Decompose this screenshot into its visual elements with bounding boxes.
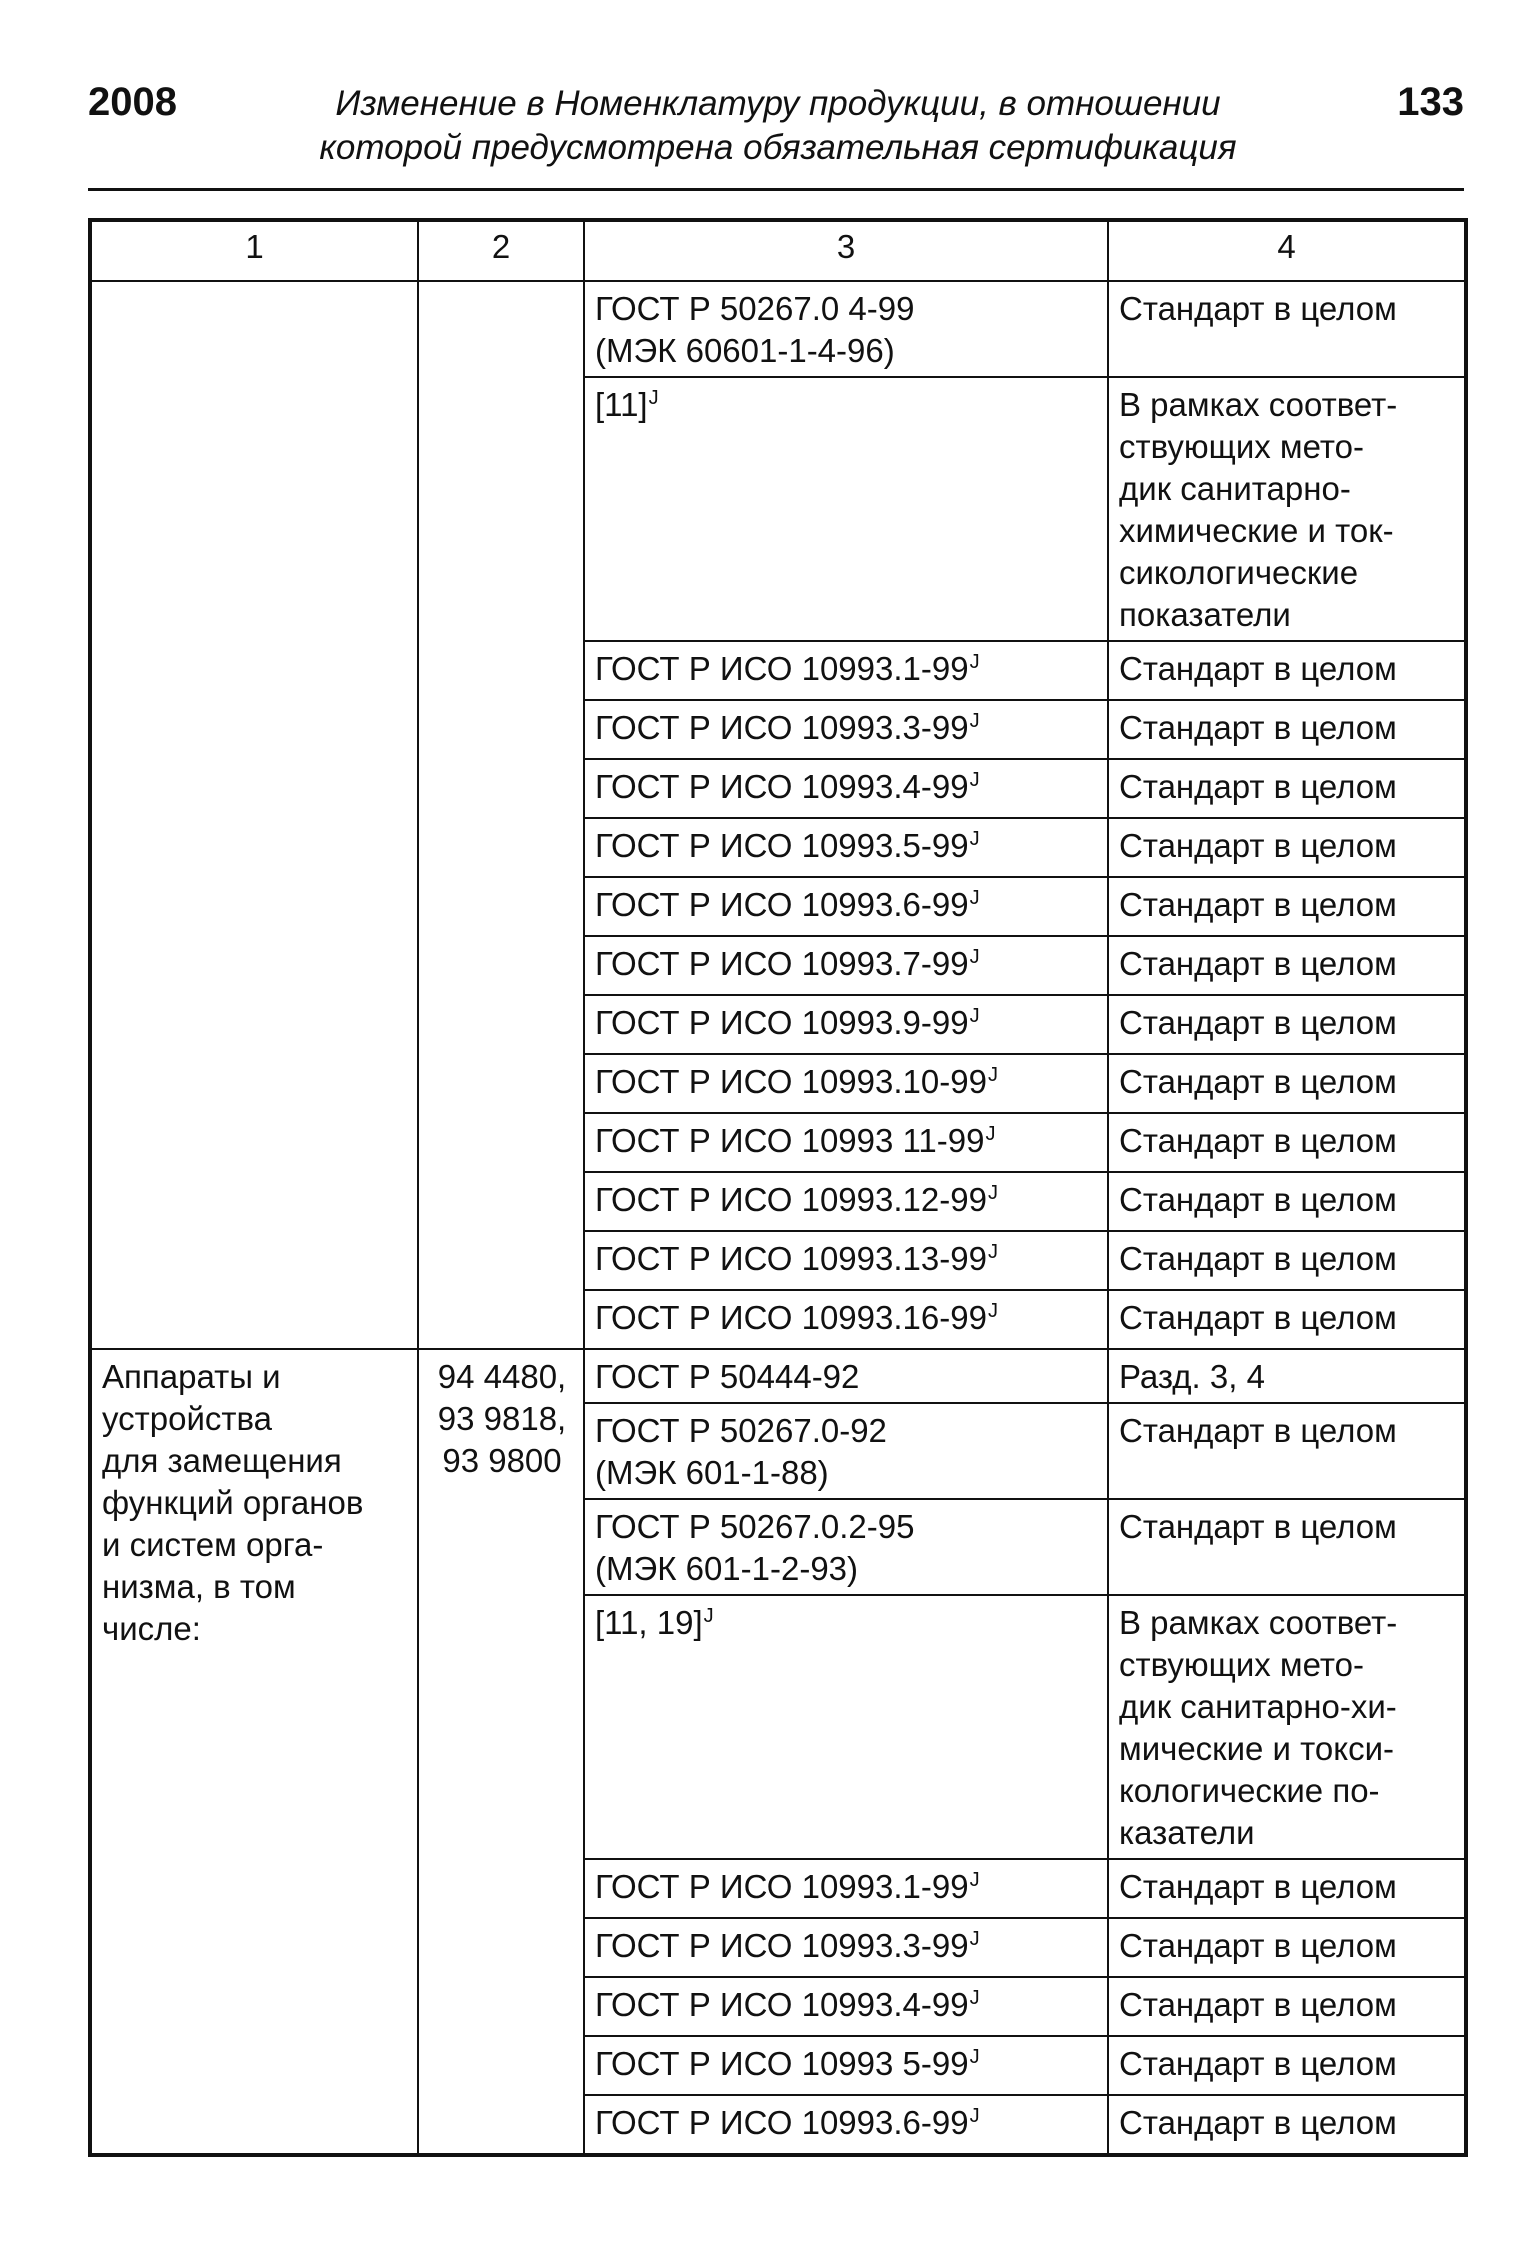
requirement-scope-line: Стандарт в целом xyxy=(1119,1986,1397,2023)
standard-document-cell xyxy=(584,1172,1108,1231)
standard-document-line xyxy=(595,1866,1099,1913)
requirement-scope-cell xyxy=(1108,1499,1466,1595)
standard-document-text: [11] xyxy=(595,386,648,423)
standard-document-line xyxy=(595,1238,1099,1285)
standard-document-text: ГОСТ Р ИСО 10993.9-99 xyxy=(595,1004,969,1041)
product-name-line: устройства xyxy=(102,1400,273,1437)
running-header xyxy=(88,80,1464,190)
column-number: 2 xyxy=(418,220,584,281)
header-title xyxy=(248,82,1308,170)
standard-document-line xyxy=(595,1061,1099,1108)
requirement-scope-cell xyxy=(1108,2095,1466,2155)
product-name-line: и систем орга- xyxy=(102,1526,324,1563)
standard-document-cell xyxy=(584,281,1108,377)
requirement-scope-line: Стандарт в целом xyxy=(1119,827,1397,864)
standard-document-text: ГОСТ Р ИСО 10993.16-99 xyxy=(595,1299,987,1336)
footnote-mark: J xyxy=(969,1987,980,2009)
requirement-scope-cell xyxy=(1108,1113,1466,1172)
standard-document-line xyxy=(595,1410,1099,1452)
standard-document-cell xyxy=(584,377,1108,641)
requirement-scope-cell xyxy=(1108,1290,1466,1349)
requirement-scope-cell xyxy=(1108,1349,1466,1403)
standard-document-line xyxy=(595,330,1099,372)
requirement-scope-line: сикологические xyxy=(1119,554,1359,591)
certification-table xyxy=(88,218,1468,2157)
requirement-scope-line: ствующих мето- xyxy=(1119,428,1364,465)
requirement-scope-cell xyxy=(1108,877,1466,936)
standard-document-line xyxy=(595,1297,1099,1344)
requirement-scope-line: Стандарт в целом xyxy=(1119,1240,1397,1277)
standard-document-line xyxy=(595,1120,1099,1167)
header-divider xyxy=(88,188,1464,191)
standard-document-line xyxy=(595,825,1099,872)
standard-document-line xyxy=(595,2043,1099,2090)
column-number-row xyxy=(90,220,1466,281)
table-body xyxy=(90,220,1466,2155)
footnote-mark: J xyxy=(969,769,980,791)
requirement-scope-line: Разд. 3, 4 xyxy=(1119,1358,1265,1395)
footnote-mark: J xyxy=(969,1005,980,1027)
requirement-scope-line: химические и ток- xyxy=(1119,512,1394,549)
standard-document-line xyxy=(595,707,1099,754)
requirement-scope-cell xyxy=(1108,1977,1466,2036)
requirement-scope-line: Стандарт в целом xyxy=(1119,886,1397,923)
standard-document-cell xyxy=(584,1231,1108,1290)
requirement-scope-line: Стандарт в целом xyxy=(1119,1122,1397,1159)
standard-document-text: ГОСТ Р ИСО 10993.6-99 xyxy=(595,886,969,923)
header-title-line2: которой предусмотрена обязательная сертификация xyxy=(319,128,1237,167)
standard-document-cell xyxy=(584,1113,1108,1172)
standard-document-cell xyxy=(584,1977,1108,2036)
header-title-line1: Изменение в Номенклатуру продукции, в отношении xyxy=(335,84,1221,123)
standard-document-cell xyxy=(584,1499,1108,1595)
standard-document-line xyxy=(595,1179,1099,1226)
standard-document-line xyxy=(595,1548,1099,1590)
standard-document-text: ГОСТ Р ИСО 10993.4-99 xyxy=(595,1986,969,2023)
requirement-scope-cell xyxy=(1108,1231,1466,1290)
standard-document-cell xyxy=(584,1918,1108,1977)
standard-document-cell xyxy=(584,936,1108,995)
product-name-cell xyxy=(90,281,418,1349)
product-name-line: низма, в том xyxy=(102,1568,296,1605)
requirement-scope-line: Стандарт в целом xyxy=(1119,1868,1397,1905)
standard-document-cell xyxy=(584,1859,1108,1918)
standard-document-text: ГОСТ Р ИСО 10993.1-99 xyxy=(595,1868,969,1905)
product-name-line: для замещения xyxy=(102,1442,342,1479)
header-year: 2008 xyxy=(88,80,177,124)
requirement-scope-line: Стандарт в целом xyxy=(1119,290,1397,327)
footnote-mark: J xyxy=(648,387,659,409)
page-number: 133 xyxy=(1397,80,1464,124)
standard-document-text: (МЭК 60601-1-4-96) xyxy=(595,332,895,369)
requirement-scope-line: Стандарт в целом xyxy=(1119,945,1397,982)
standard-document-line xyxy=(595,1002,1099,1049)
requirement-scope-line: Стандарт в целом xyxy=(1119,1412,1397,1449)
standard-document-text: (МЭК 601-1-88) xyxy=(595,1454,829,1491)
requirement-scope-cell xyxy=(1108,2036,1466,2095)
column-number: 4 xyxy=(1108,220,1466,281)
requirement-scope-line: Стандарт в целом xyxy=(1119,650,1397,687)
requirement-scope-line: Стандарт в целом xyxy=(1119,2104,1397,2141)
standard-document-line xyxy=(595,288,1099,330)
requirement-scope-line: мические и токси- xyxy=(1119,1730,1394,1767)
requirement-scope-line: Стандарт в целом xyxy=(1119,709,1397,746)
requirement-scope-line: Стандарт в целом xyxy=(1119,1063,1397,1100)
standard-document-cell xyxy=(584,2095,1108,2155)
standard-document-line xyxy=(595,1925,1099,1972)
standard-document-cell xyxy=(584,1349,1108,1403)
table-row xyxy=(90,1349,1466,1403)
standard-document-text: ГОСТ Р ИСО 10993 11-99 xyxy=(595,1122,985,1159)
standard-document-line xyxy=(595,2102,1099,2149)
footnote-mark: J xyxy=(985,1123,996,1145)
standard-document-text: (МЭК 601-1-2-93) xyxy=(595,1550,859,1587)
product-name-line: функций органов xyxy=(102,1484,364,1521)
standard-document-text: ГОСТ Р ИСО 10993.3-99 xyxy=(595,1927,969,1964)
requirement-scope-cell xyxy=(1108,641,1466,700)
requirement-scope-cell xyxy=(1108,995,1466,1054)
requirement-scope-line: Стандарт в целом xyxy=(1119,1004,1397,1041)
standard-document-text: ГОСТ Р ИСО 10993.5-99 xyxy=(595,827,969,864)
requirement-scope-line: В рамках соответ- xyxy=(1119,386,1398,423)
standard-document-line xyxy=(595,384,1099,431)
standard-document-cell xyxy=(584,759,1108,818)
standard-document-text: ГОСТ Р ИСО 10993.3-99 xyxy=(595,709,969,746)
footnote-mark: J xyxy=(987,1182,998,1204)
standard-document-cell xyxy=(584,1403,1108,1499)
requirement-scope-cell xyxy=(1108,1595,1466,1859)
standard-document-cell xyxy=(584,1290,1108,1349)
requirement-scope-cell xyxy=(1108,1054,1466,1113)
requirement-scope-cell xyxy=(1108,281,1466,377)
standard-document-cell xyxy=(584,1054,1108,1113)
requirement-scope-line: Стандарт в целом xyxy=(1119,1299,1397,1336)
standard-document-text: ГОСТ Р ИСО 10993.4-99 xyxy=(595,768,969,805)
standard-document-line xyxy=(595,766,1099,813)
requirement-scope-cell xyxy=(1108,936,1466,995)
standard-document-text: ГОСТ Р ИСО 10993.6-99 xyxy=(595,2104,969,2141)
requirement-scope-line: Стандарт в целом xyxy=(1119,2045,1397,2082)
standard-document-line xyxy=(595,884,1099,931)
requirement-scope-line: показатели xyxy=(1119,596,1291,633)
standard-document-text: ГОСТ Р ИСО 10993.13-99 xyxy=(595,1240,987,1277)
requirement-scope-cell xyxy=(1108,377,1466,641)
standard-document-line xyxy=(595,1506,1099,1548)
standard-document-line xyxy=(595,1356,1099,1398)
footnote-mark: J xyxy=(969,2046,980,2068)
standard-document-text: ГОСТ Р ИСО 10993 5-99 xyxy=(595,2045,969,2082)
footnote-mark: J xyxy=(969,2105,980,2127)
product-code-cell xyxy=(418,1349,584,2155)
standard-document-cell xyxy=(584,641,1108,700)
product-code-line: 93 9800 xyxy=(442,1442,562,1479)
standard-document-cell xyxy=(584,877,1108,936)
footnote-mark: J xyxy=(969,887,980,909)
footnote-mark: J xyxy=(969,946,980,968)
table-row xyxy=(90,281,1466,377)
product-name-cell xyxy=(90,1349,418,2155)
standard-document-text: ГОСТ Р 50267.0 4-99 xyxy=(595,290,915,327)
standard-document-text: ГОСТ Р ИСО 10993.1-99 xyxy=(595,650,969,687)
standard-document-text: [11, 19] xyxy=(595,1604,703,1641)
requirement-scope-line: В рамках соответ- xyxy=(1119,1604,1398,1641)
standard-document-text: ГОСТ Р ИСО 10993.10-99 xyxy=(595,1063,987,1100)
standard-document-text: ГОСТ Р 50267.0-92 xyxy=(595,1412,887,1449)
product-name-line: числе: xyxy=(102,1610,201,1647)
requirement-scope-line: кологические по- xyxy=(1119,1772,1380,1809)
requirement-scope-line: Стандарт в целом xyxy=(1119,768,1397,805)
standard-document-cell xyxy=(584,1595,1108,1859)
requirement-scope-line: дик санитарно- xyxy=(1119,470,1351,507)
requirement-scope-line: казатели xyxy=(1119,1814,1255,1851)
standard-document-line xyxy=(595,1984,1099,2031)
standard-document-text: ГОСТ Р ИСО 10993.12-99 xyxy=(595,1181,987,1218)
standard-document-cell xyxy=(584,995,1108,1054)
requirement-scope-cell xyxy=(1108,1918,1466,1977)
product-code-line: 93 9818, xyxy=(437,1400,567,1437)
footnote-mark: J xyxy=(703,1605,714,1627)
requirement-scope-line: Стандарт в целом xyxy=(1119,1927,1397,1964)
footnote-mark: J xyxy=(987,1064,998,1086)
footnote-mark: J xyxy=(969,651,980,673)
footnote-mark: J xyxy=(987,1241,998,1263)
product-code-cell xyxy=(418,281,584,1349)
column-number: 3 xyxy=(584,220,1108,281)
standard-document-line xyxy=(595,1452,1099,1494)
standard-document-text: ГОСТ Р ИСО 10993.7-99 xyxy=(595,945,969,982)
standard-document-cell xyxy=(584,700,1108,759)
product-code-line: 94 4480, xyxy=(437,1358,567,1395)
footnote-mark: J xyxy=(969,1869,980,1891)
product-name-line: Аппараты и xyxy=(102,1358,281,1395)
standard-document-text: ГОСТ Р 50444-92 xyxy=(595,1358,860,1395)
requirement-scope-cell xyxy=(1108,700,1466,759)
requirement-scope-line: дик санитарно-хи- xyxy=(1119,1688,1397,1725)
column-number: 1 xyxy=(90,220,418,281)
footnote-mark: J xyxy=(987,1300,998,1322)
requirement-scope-line: Стандарт в целом xyxy=(1119,1181,1397,1218)
standard-document-line xyxy=(595,943,1099,990)
footnote-mark: J xyxy=(969,1928,980,1950)
standard-document-line xyxy=(595,1602,1099,1649)
standard-document-line xyxy=(595,648,1099,695)
footnote-mark: J xyxy=(969,710,980,732)
footnote-mark: J xyxy=(969,828,980,850)
requirement-scope-cell xyxy=(1108,1403,1466,1499)
requirement-scope-line: Стандарт в целом xyxy=(1119,1508,1397,1545)
standard-document-cell xyxy=(584,818,1108,877)
requirement-scope-cell xyxy=(1108,1859,1466,1918)
requirement-scope-line: ствующих мето- xyxy=(1119,1646,1364,1683)
requirement-scope-cell xyxy=(1108,759,1466,818)
requirement-scope-cell xyxy=(1108,1172,1466,1231)
requirement-scope-cell xyxy=(1108,818,1466,877)
standard-document-cell xyxy=(584,2036,1108,2095)
standard-document-text: ГОСТ Р 50267.0.2-95 xyxy=(595,1508,915,1545)
